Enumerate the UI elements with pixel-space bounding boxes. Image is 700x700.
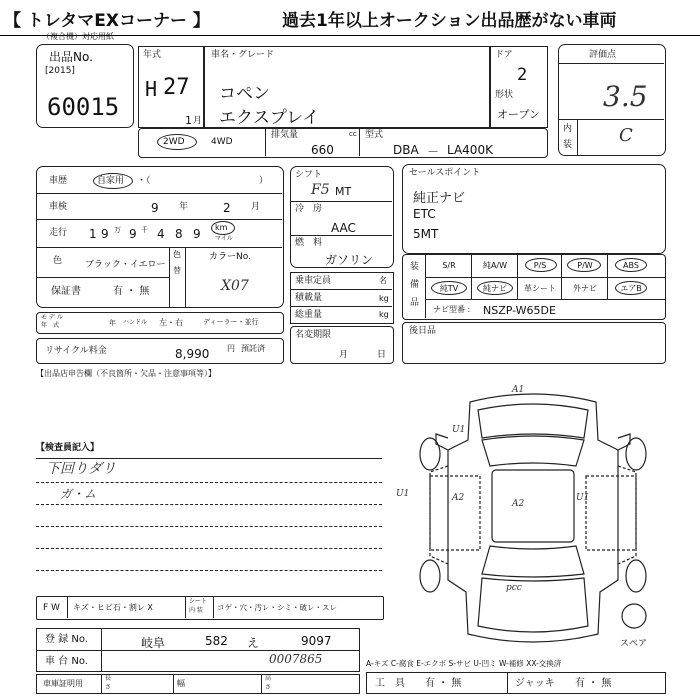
- capacity-label: 乗車定員: [295, 276, 332, 286]
- year-era: H: [145, 77, 158, 101]
- model-year-label-1: モ デ ル: [41, 314, 63, 321]
- doors-box: [490, 46, 548, 128]
- inspector-note-2: ガ・ム: [60, 487, 97, 501]
- wheel-front-left: [420, 438, 440, 470]
- windshield: [482, 436, 584, 466]
- inspection-label: 車検: [49, 202, 68, 212]
- weight-label: 総重量: [295, 310, 323, 320]
- chassis-label: 車 台 No.: [45, 656, 88, 667]
- recycle-value: 8,990: [175, 347, 210, 361]
- equip-pure-tv: 純TV: [439, 284, 459, 293]
- mileage-sen: 千: [141, 226, 148, 234]
- top-note: （複合機）対応用紙: [42, 32, 114, 41]
- spare-label: スペア: [620, 639, 648, 649]
- damage-legend: A-キズ C-腐食 E-エクボ S-サビ U-凹ミ W-補修 XX-交換済: [366, 659, 562, 668]
- reg-date-month: 月: [339, 350, 349, 360]
- color-code-value: X07: [221, 278, 249, 294]
- history-value: 自家用: [97, 176, 125, 186]
- tools-value: 有 ・ 無: [425, 678, 462, 689]
- car-damage-diagram: [396, 380, 666, 656]
- mark-roof: A2: [512, 499, 525, 509]
- equipment-box: [402, 254, 666, 320]
- registration-kana: え: [247, 636, 260, 650]
- shift-value: F5: [311, 182, 330, 198]
- score-label: 評価点: [589, 50, 617, 60]
- capacity-block: [290, 272, 394, 324]
- sales-points-label: セールスポイント: [409, 168, 481, 178]
- lot-label: 出品No.: [49, 50, 93, 64]
- equip-pw: P/W: [577, 261, 593, 270]
- year-month: 1: [185, 114, 192, 127]
- mirror-right: [618, 434, 630, 450]
- color-label: 色: [53, 256, 63, 266]
- model-year-handle: ハンドル: [123, 319, 148, 326]
- right-door: [586, 476, 636, 550]
- width-label: 幅: [177, 679, 185, 688]
- registration-number: 9097: [301, 634, 332, 648]
- attached-label: 後日品: [409, 326, 437, 336]
- mileage-d2: 9: [101, 227, 109, 241]
- score-value: 3.5: [603, 80, 648, 113]
- year-month-unit: 月: [193, 116, 203, 126]
- type-prefix: DBA: [393, 143, 419, 157]
- history-close: ）: [259, 176, 269, 186]
- hood-panel: [478, 404, 588, 438]
- fw-row: [36, 596, 384, 620]
- interior-value: C: [619, 125, 633, 146]
- ac-value: AAC: [331, 221, 356, 235]
- mileage-mile: マイル: [215, 235, 233, 242]
- shape-label: 形状: [495, 90, 514, 100]
- navi-model: NSZP-W65DE: [483, 304, 556, 317]
- type-label: 型式: [365, 130, 384, 140]
- model-year-year: 年: [109, 319, 116, 327]
- type-dash: －: [427, 145, 440, 159]
- recycle-deposit: 預託済: [241, 344, 265, 353]
- model-year-row: [36, 312, 284, 334]
- inspection-month-unit: 月: [251, 202, 261, 212]
- mileage-d3: 9: [129, 227, 137, 241]
- lot-year-stamp: [2015]: [45, 66, 75, 76]
- equipment-label-1: 装: [410, 262, 420, 272]
- model-year-label-2: 年 式: [41, 322, 60, 329]
- history-label: 車歴: [49, 176, 68, 186]
- equip-airbag: エアB: [620, 284, 642, 293]
- drive-4wd: 4WD: [211, 137, 233, 147]
- displacement-unit: cc: [349, 130, 357, 138]
- interior-label-2: 装: [563, 140, 573, 150]
- sales-point-3: 5MT: [413, 227, 439, 241]
- seat-label-2: 内 装: [189, 607, 203, 614]
- fw-label: F W: [43, 603, 60, 613]
- interior-label-1: 内: [563, 124, 573, 134]
- seller-notes-label: 【出品店申告欄（不良箇所・欠品・注意事項等）】: [36, 369, 216, 378]
- model-year-dealer: ディーラー・並行: [203, 318, 259, 326]
- length-label-2: さ: [105, 684, 112, 691]
- fw-text: キズ・ヒビ石・割レ X: [73, 603, 153, 612]
- inspection-year: 9: [151, 201, 159, 215]
- equip-abs: ABS: [623, 261, 639, 270]
- model-label: 車名・グレード: [211, 50, 275, 60]
- model-grade: エクスプレイ: [219, 108, 320, 128]
- year-label: 年式: [143, 50, 162, 60]
- sales-points-box: [402, 164, 666, 254]
- reg-date-label: 名変期限: [295, 330, 332, 340]
- shift-block: [290, 166, 394, 268]
- mark-right-door: U1: [576, 493, 590, 503]
- color-value: ブラック・イエロー: [85, 260, 166, 270]
- registration-place: 岐阜: [141, 636, 166, 650]
- drive-2wd: 2WD: [163, 137, 185, 147]
- wheel-rear-right: [626, 560, 646, 592]
- doors-value: 2: [517, 65, 528, 85]
- warranty-value: 有 ・ 無: [113, 286, 150, 297]
- recycle-unit: 円: [227, 344, 235, 353]
- banner-left: 【 トレタマEXコーナー 】: [4, 11, 210, 31]
- registration-block: [36, 628, 360, 672]
- inspector-block: [36, 444, 384, 594]
- history-block: [36, 166, 284, 308]
- roof-panel: [492, 470, 574, 542]
- inspection-month: 2: [223, 201, 231, 215]
- mileage-man: 万: [114, 226, 121, 234]
- mark-rear: pcc: [506, 583, 522, 593]
- mileage-d6: 9: [193, 227, 201, 241]
- tools-label: 工 具: [375, 678, 405, 689]
- equip-ext-navi: 外ナビ: [573, 284, 597, 293]
- mark-left-door: A2: [452, 493, 465, 503]
- mileage-d1: 1: [89, 227, 97, 241]
- weight-unit: kg: [379, 310, 389, 319]
- mirror-left: [436, 434, 448, 450]
- certificate-label: 車庫証明用: [43, 679, 83, 688]
- color-change-1: 色: [173, 250, 181, 259]
- year-box: [138, 46, 204, 128]
- warranty-label: 保証書: [51, 286, 81, 297]
- load-label: 積載量: [295, 293, 323, 303]
- spare-tire-icon: [622, 604, 646, 628]
- color-code-label: カラーNo.: [209, 252, 251, 262]
- attached-box: [402, 322, 666, 364]
- model-name: コペン: [219, 84, 270, 104]
- trunk-panel: [478, 578, 588, 632]
- ac-label: 冷 房: [295, 204, 323, 214]
- certificate-row: [36, 674, 360, 694]
- navi-label: ナビ型番 :: [433, 305, 471, 314]
- mark-front: A1: [512, 385, 525, 395]
- fuel-value: ガソリン: [325, 253, 374, 267]
- equipment-label-3: 品: [410, 298, 420, 308]
- history-dot: ・（: [137, 176, 151, 186]
- recycle-box: [36, 338, 284, 364]
- equip-ps: P/S: [533, 261, 547, 270]
- color-change-2: 替: [173, 266, 181, 275]
- wheel-front-right: [626, 438, 646, 470]
- model-box: [204, 46, 490, 128]
- year-value: 27: [163, 75, 190, 100]
- equip-leather: 革シート: [524, 284, 556, 293]
- mileage-km: km: [215, 223, 228, 232]
- right-side-panel: [618, 466, 636, 564]
- sales-point-1: 純正ナビ: [413, 191, 466, 206]
- score-box: [558, 44, 666, 156]
- lot-box: [36, 44, 134, 128]
- left-side-panel: [430, 466, 448, 564]
- shift-mt: MT: [335, 185, 352, 198]
- reg-date-block: [290, 326, 394, 364]
- displacement-value: 660: [311, 143, 334, 157]
- fuel-label: 燃 料: [295, 238, 323, 248]
- banner: [0, 0, 700, 36]
- capacity-unit: 名: [379, 276, 387, 285]
- tools-row: [366, 672, 666, 694]
- body-outline: [448, 394, 618, 642]
- chassis-value: 0007865: [269, 652, 323, 666]
- shift-label: シフト: [295, 170, 323, 180]
- height-label-1: 高: [265, 675, 272, 682]
- model-year-lr: 左・右: [159, 318, 183, 327]
- wheel-rear-left: [420, 560, 440, 592]
- rear-glass: [482, 546, 584, 577]
- drive-box: [138, 128, 548, 158]
- doors-label: ドア: [495, 50, 513, 60]
- height-label-2: さ: [265, 684, 272, 691]
- reg-date-day: 日: [377, 350, 387, 360]
- banner-right: 過去1年以上オークション出品歴がない車両: [282, 11, 617, 31]
- mark-left-wheel: U1: [452, 425, 466, 435]
- mileage-d5: 8: [175, 227, 183, 241]
- seat-label-1: シート: [189, 598, 208, 605]
- inspection-year-unit: 年: [179, 202, 189, 212]
- mark-left-side: U1: [396, 489, 410, 499]
- seat-text: コゲ・穴・汚レ・シミ・破レ・スレ: [217, 603, 337, 612]
- lot-number: 60015: [47, 93, 120, 121]
- shape-value: オープン: [497, 108, 541, 121]
- equip-sr: S/R: [442, 261, 456, 270]
- jack-label: ジャッキ: [515, 678, 555, 689]
- registration-class: 582: [205, 634, 228, 648]
- equip-pure-navi: 純ナビ: [483, 284, 507, 293]
- length-label-1: 長: [105, 675, 112, 682]
- mileage-label: 走行: [49, 228, 68, 238]
- inspector-note-1: 下回りダリ: [46, 461, 116, 477]
- recycle-label: リサイクル料金: [45, 346, 107, 356]
- sales-point-2: ETC: [413, 207, 436, 221]
- jack-value: 有 ・ 無: [575, 678, 612, 689]
- mileage-d4: 4: [157, 227, 165, 241]
- equip-pure-aw: 純A/W: [482, 261, 508, 270]
- registration-label: 登 録 No.: [45, 634, 88, 645]
- displacement-label: 排気量: [271, 130, 299, 140]
- type-code: LA400K: [447, 143, 493, 157]
- equipment-label-2: 備: [410, 280, 420, 290]
- inspector-label: 【検査員記入】: [36, 443, 100, 453]
- left-door: [430, 476, 480, 550]
- load-unit: kg: [379, 294, 389, 303]
